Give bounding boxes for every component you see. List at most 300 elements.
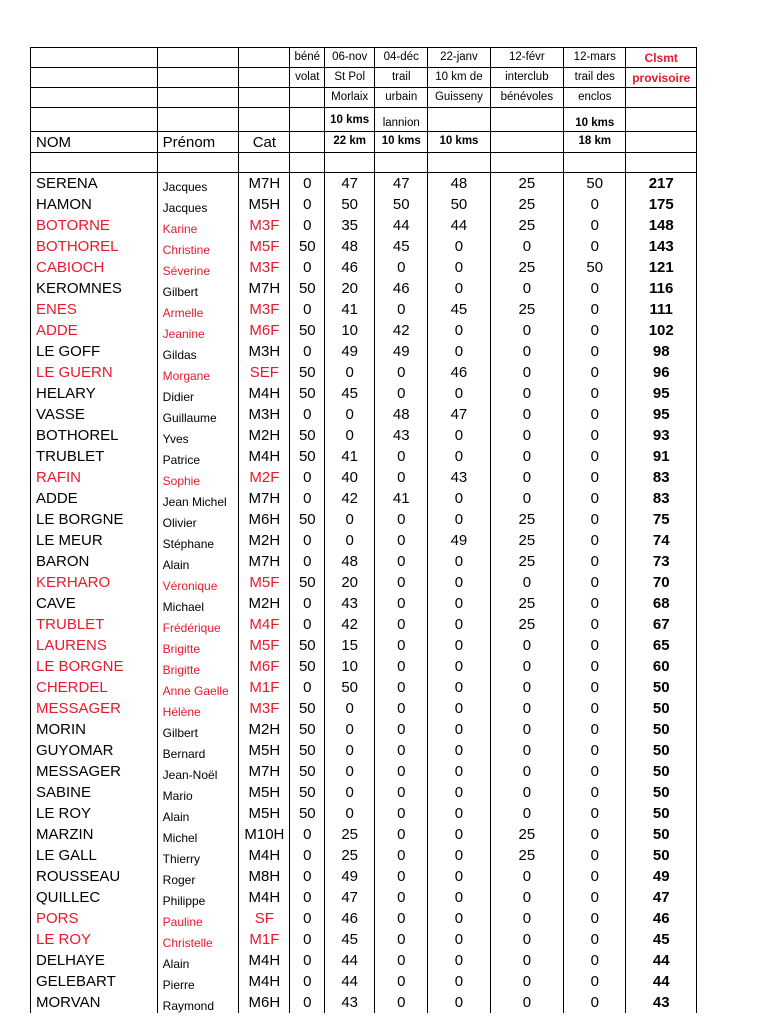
race-2-points: 0 <box>375 761 428 782</box>
spacer-cell <box>239 153 290 173</box>
total-points: 50 <box>626 698 697 719</box>
category: M7H <box>239 761 290 782</box>
race-5-points: 0 <box>564 362 626 383</box>
last-name: PORS <box>31 908 158 929</box>
spacer-cell <box>564 153 626 173</box>
race-4-points: 0 <box>490 866 564 887</box>
spacer-cell <box>428 153 490 173</box>
header-cell <box>290 108 325 132</box>
benevolat-points: 50 <box>290 740 325 761</box>
race-5-points: 0 <box>564 467 626 488</box>
last-name: VASSE <box>31 404 158 425</box>
benevolat-points: 50 <box>290 761 325 782</box>
race-5-points: 0 <box>564 278 626 299</box>
race-1-points: 43 <box>325 992 375 1013</box>
race-2-points: 50 <box>375 194 428 215</box>
race-4-points: 25 <box>490 509 564 530</box>
race-2-points: 0 <box>375 824 428 845</box>
last-name: CAVE <box>31 593 158 614</box>
table-row <box>31 194 697 215</box>
header-dist-3: 10 kms <box>428 132 490 153</box>
first-name: Christelle <box>157 929 239 950</box>
race-4-points: 25 <box>490 824 564 845</box>
last-name: LE GUERN <box>31 362 158 383</box>
race-4-points: 0 <box>490 236 564 257</box>
race-5-points: 0 <box>564 614 626 635</box>
race-5-points: 0 <box>564 551 626 572</box>
spacer-cell <box>626 153 697 173</box>
table-row <box>31 488 697 509</box>
benevolat-points: 50 <box>290 803 325 824</box>
total-points: 60 <box>626 656 697 677</box>
last-name: LE GALL <box>31 845 158 866</box>
header-race-1-place: Morlaix <box>325 88 375 108</box>
table-row <box>31 425 697 446</box>
race-3-points: 0 <box>428 887 490 908</box>
last-name: BOTHOREL <box>31 236 158 257</box>
category: M8H <box>239 866 290 887</box>
last-name: LE MEUR <box>31 530 158 551</box>
benevolat-points: 0 <box>290 971 325 992</box>
last-name: BOTHOREL <box>31 425 158 446</box>
race-1-points: 50 <box>325 194 375 215</box>
race-3-points: 0 <box>428 593 490 614</box>
benevolat-points: 50 <box>290 236 325 257</box>
race-3-points: 0 <box>428 320 490 341</box>
race-4-points: 0 <box>490 803 564 824</box>
race-1-points: 44 <box>325 950 375 971</box>
race-4-points: 0 <box>490 404 564 425</box>
race-2-points: 0 <box>375 908 428 929</box>
race-5-points: 0 <box>564 341 626 362</box>
table-row <box>31 866 697 887</box>
header-race-5-place: enclos <box>564 88 626 108</box>
race-1-points: 20 <box>325 278 375 299</box>
race-3-points: 46 <box>428 362 490 383</box>
race-3-points: 0 <box>428 908 490 929</box>
category: M1F <box>239 677 290 698</box>
category: M2H <box>239 425 290 446</box>
total-points: 121 <box>626 257 697 278</box>
table-row <box>31 845 697 866</box>
header-race-1-distance: 10 kms <box>325 108 375 132</box>
race-5-points: 0 <box>564 740 626 761</box>
race-2-points: 0 <box>375 677 428 698</box>
race-5-points: 0 <box>564 866 626 887</box>
table-row <box>31 404 697 425</box>
race-3-points: 47 <box>428 404 490 425</box>
race-2-points: 0 <box>375 362 428 383</box>
race-3-points: 0 <box>428 278 490 299</box>
race-1-points: 46 <box>325 257 375 278</box>
header-cell <box>626 132 697 153</box>
race-1-points: 35 <box>325 215 375 236</box>
race-5-points: 0 <box>564 698 626 719</box>
table-row <box>31 383 697 404</box>
header-ranking: provisoire <box>626 68 697 88</box>
spacer-cell <box>375 153 428 173</box>
race-1-points: 0 <box>325 698 375 719</box>
header-cell <box>31 88 158 108</box>
first-name: Michael <box>157 593 239 614</box>
header-dist-2: 10 kms <box>375 132 428 153</box>
category: M5F <box>239 635 290 656</box>
race-2-points: 0 <box>375 992 428 1013</box>
benevolat-points: 50 <box>290 656 325 677</box>
total-points: 65 <box>626 635 697 656</box>
table-row <box>31 656 697 677</box>
last-name: LE ROY <box>31 803 158 824</box>
table-row <box>31 677 697 698</box>
first-name: Frédérique <box>157 614 239 635</box>
race-3-points: 0 <box>428 257 490 278</box>
last-name: MESSAGER <box>31 761 158 782</box>
table-row <box>31 362 697 383</box>
total-points: 73 <box>626 551 697 572</box>
category: M5H <box>239 740 290 761</box>
table-row <box>31 236 697 257</box>
benevolat-points: 0 <box>290 593 325 614</box>
last-name: ENES <box>31 299 158 320</box>
race-5-points: 0 <box>564 677 626 698</box>
total-points: 93 <box>626 425 697 446</box>
race-2-points: 0 <box>375 509 428 530</box>
race-4-points: 0 <box>490 929 564 950</box>
race-2-points: 0 <box>375 572 428 593</box>
header-cell <box>239 68 290 88</box>
race-3-points: 0 <box>428 425 490 446</box>
benevolat-points: 50 <box>290 278 325 299</box>
race-5-points: 0 <box>564 572 626 593</box>
table-row <box>31 341 697 362</box>
race-3-points: 0 <box>428 509 490 530</box>
first-name: Jean Michel <box>157 488 239 509</box>
race-5-points: 0 <box>564 803 626 824</box>
race-4-points: 25 <box>490 614 564 635</box>
race-5-points: 0 <box>564 383 626 404</box>
total-points: 83 <box>626 488 697 509</box>
race-2-points: 49 <box>375 341 428 362</box>
benevolat-points: 50 <box>290 509 325 530</box>
total-points: 50 <box>626 677 697 698</box>
race-2-points: 0 <box>375 950 428 971</box>
benevolat-points: 0 <box>290 215 325 236</box>
race-3-points: 0 <box>428 488 490 509</box>
first-name: Gilbert <box>157 278 239 299</box>
race-5-points: 0 <box>564 488 626 509</box>
race-5-points: 0 <box>564 593 626 614</box>
category: M4H <box>239 887 290 908</box>
table-row <box>31 593 697 614</box>
header-cell <box>626 108 697 132</box>
header-race-2-place: urbain <box>375 88 428 108</box>
category: M4H <box>239 971 290 992</box>
benevolat-points: 0 <box>290 530 325 551</box>
category: SF <box>239 908 290 929</box>
race-4-points: 0 <box>490 740 564 761</box>
race-2-points: 41 <box>375 488 428 509</box>
race-4-points: 25 <box>490 299 564 320</box>
last-name: DELHAYE <box>31 950 158 971</box>
first-name: Christine <box>157 236 239 257</box>
first-name: Stéphane <box>157 530 239 551</box>
spacer-cell <box>325 153 375 173</box>
race-5-points: 0 <box>564 404 626 425</box>
header-race-2-place: lannion <box>375 108 428 132</box>
category: M6F <box>239 656 290 677</box>
table-row <box>31 992 697 1013</box>
benevolat-points: 0 <box>290 194 325 215</box>
category: M5F <box>239 236 290 257</box>
table-row <box>31 467 697 488</box>
race-1-points: 10 <box>325 320 375 341</box>
last-name: HAMON <box>31 194 158 215</box>
last-name: ADDE <box>31 488 158 509</box>
race-2-points: 0 <box>375 971 428 992</box>
race-1-points: 45 <box>325 383 375 404</box>
first-name: Hélène <box>157 698 239 719</box>
category: M3H <box>239 404 290 425</box>
race-3-points: 0 <box>428 971 490 992</box>
race-4-points: 25 <box>490 530 564 551</box>
race-4-points: 0 <box>490 992 564 1013</box>
total-points: 95 <box>626 383 697 404</box>
race-3-points: 49 <box>428 530 490 551</box>
first-name: Anne Gaelle <box>157 677 239 698</box>
first-name: Roger <box>157 866 239 887</box>
race-5-points: 0 <box>564 215 626 236</box>
spacer-cell <box>290 153 325 173</box>
last-name: BOTORNE <box>31 215 158 236</box>
last-name: HELARY <box>31 383 158 404</box>
total-points: 91 <box>626 446 697 467</box>
first-name: Pauline <box>157 908 239 929</box>
benevolat-points: 0 <box>290 614 325 635</box>
category: M2F <box>239 467 290 488</box>
category: M6F <box>239 320 290 341</box>
header-cell <box>290 88 325 108</box>
first-name: Alain <box>157 950 239 971</box>
total-points: 111 <box>626 299 697 320</box>
race-5-points: 0 <box>564 446 626 467</box>
total-points: 70 <box>626 572 697 593</box>
race-1-points: 20 <box>325 572 375 593</box>
first-name: Brigitte <box>157 635 239 656</box>
total-points: 45 <box>626 929 697 950</box>
last-name: ADDE <box>31 320 158 341</box>
header-benevolat: béné <box>290 48 325 68</box>
total-points: 68 <box>626 593 697 614</box>
race-1-points: 47 <box>325 887 375 908</box>
last-name: LE ROY <box>31 929 158 950</box>
race-2-points: 42 <box>375 320 428 341</box>
table-row <box>31 971 697 992</box>
header-cell <box>490 108 564 132</box>
total-points: 116 <box>626 278 697 299</box>
race-4-points: 0 <box>490 719 564 740</box>
first-name: Thierry <box>157 845 239 866</box>
total-points: 44 <box>626 971 697 992</box>
race-4-points: 25 <box>490 551 564 572</box>
table-row <box>31 299 697 320</box>
first-name: Bernard <box>157 740 239 761</box>
last-name: LAURENS <box>31 635 158 656</box>
header-dist-1: 22 km <box>325 132 375 153</box>
race-4-points: 25 <box>490 215 564 236</box>
race-3-points: 0 <box>428 572 490 593</box>
table-row <box>31 824 697 845</box>
benevolat-points: 0 <box>290 908 325 929</box>
race-1-points: 45 <box>325 929 375 950</box>
race-2-points: 45 <box>375 236 428 257</box>
race-5-points: 0 <box>564 194 626 215</box>
race-2-points: 0 <box>375 614 428 635</box>
race-2-points: 44 <box>375 215 428 236</box>
race-3-points: 0 <box>428 656 490 677</box>
race-1-points: 49 <box>325 866 375 887</box>
first-name: Didier <box>157 383 239 404</box>
category: SEF <box>239 362 290 383</box>
benevolat-points: 50 <box>290 635 325 656</box>
race-5-points: 0 <box>564 929 626 950</box>
race-3-points: 0 <box>428 824 490 845</box>
total-points: 47 <box>626 887 697 908</box>
race-4-points: 0 <box>490 635 564 656</box>
category: M7H <box>239 173 290 195</box>
total-points: 50 <box>626 719 697 740</box>
table-row <box>31 719 697 740</box>
header-cell <box>31 108 158 132</box>
race-4-points: 0 <box>490 320 564 341</box>
race-1-points: 0 <box>325 740 375 761</box>
header-cell <box>157 108 239 132</box>
category: M6H <box>239 992 290 1013</box>
race-1-points: 48 <box>325 236 375 257</box>
race-4-points: 25 <box>490 257 564 278</box>
last-name: MORVAN <box>31 992 158 1013</box>
race-5-points: 0 <box>564 887 626 908</box>
race-2-points: 0 <box>375 635 428 656</box>
category: M6H <box>239 509 290 530</box>
header-row-3 <box>31 88 697 108</box>
race-1-points: 0 <box>325 782 375 803</box>
first-name: Philippe <box>157 887 239 908</box>
race-1-points: 43 <box>325 593 375 614</box>
race-4-points: 0 <box>490 341 564 362</box>
total-points: 217 <box>626 173 697 195</box>
race-3-points: 0 <box>428 551 490 572</box>
benevolat-points: 0 <box>290 929 325 950</box>
first-name: Séverine <box>157 257 239 278</box>
race-4-points: 25 <box>490 194 564 215</box>
category: M3F <box>239 215 290 236</box>
race-1-points: 41 <box>325 299 375 320</box>
race-1-points: 0 <box>325 362 375 383</box>
first-name: Jacques <box>157 173 239 195</box>
total-points: 75 <box>626 509 697 530</box>
race-5-points: 0 <box>564 971 626 992</box>
header-nom: NOM <box>31 132 158 153</box>
race-2-points: 46 <box>375 278 428 299</box>
first-name: Jacques <box>157 194 239 215</box>
table-row <box>31 572 697 593</box>
race-3-points: 0 <box>428 719 490 740</box>
benevolat-points: 50 <box>290 362 325 383</box>
race-3-points: 0 <box>428 446 490 467</box>
table-row <box>31 803 697 824</box>
header-cell <box>31 48 158 68</box>
first-name: Jeanine <box>157 320 239 341</box>
race-1-points: 46 <box>325 908 375 929</box>
race-5-points: 50 <box>564 173 626 195</box>
race-4-points: 0 <box>490 278 564 299</box>
benevolat-points: 0 <box>290 845 325 866</box>
benevolat-points: 50 <box>290 320 325 341</box>
category: M7H <box>239 551 290 572</box>
race-5-points: 0 <box>564 824 626 845</box>
first-name: Brigitte <box>157 656 239 677</box>
race-2-points: 0 <box>375 698 428 719</box>
race-2-points: 43 <box>375 425 428 446</box>
last-name: MARZIN <box>31 824 158 845</box>
header-race-2-name: trail <box>375 68 428 88</box>
race-1-points: 25 <box>325 824 375 845</box>
race-5-points: 0 <box>564 509 626 530</box>
race-1-points: 41 <box>325 446 375 467</box>
race-4-points: 0 <box>490 656 564 677</box>
race-3-points: 0 <box>428 866 490 887</box>
total-points: 67 <box>626 614 697 635</box>
table-row <box>31 446 697 467</box>
category: M7H <box>239 278 290 299</box>
race-1-points: 44 <box>325 971 375 992</box>
category: M2H <box>239 593 290 614</box>
last-name: TRUBLET <box>31 614 158 635</box>
table-row <box>31 761 697 782</box>
table-row <box>31 551 697 572</box>
race-4-points: 0 <box>490 362 564 383</box>
header-cell <box>239 108 290 132</box>
race-2-points: 0 <box>375 740 428 761</box>
header-race-2-date: 04-déc <box>375 48 428 68</box>
benevolat-points: 0 <box>290 866 325 887</box>
race-1-points: 48 <box>325 551 375 572</box>
benevolat-points: 0 <box>290 887 325 908</box>
header-cell <box>157 48 239 68</box>
category: M3F <box>239 257 290 278</box>
race-3-points: 0 <box>428 761 490 782</box>
header-race-3-place: Guisseny <box>428 88 490 108</box>
spacer-row <box>31 153 697 173</box>
benevolat-points: 50 <box>290 446 325 467</box>
spacer-cell <box>31 153 158 173</box>
header-prenom: Prénom <box>157 132 239 153</box>
race-3-points: 50 <box>428 194 490 215</box>
race-4-points: 0 <box>490 908 564 929</box>
race-3-points: 44 <box>428 215 490 236</box>
race-2-points: 0 <box>375 719 428 740</box>
table-row <box>31 782 697 803</box>
first-name: Pierre <box>157 971 239 992</box>
header-race-1-date: 06-nov <box>325 48 375 68</box>
header-row-5 <box>31 132 697 153</box>
header-dist-5: 18 km <box>564 132 626 153</box>
race-2-points: 0 <box>375 593 428 614</box>
race-2-points: 0 <box>375 887 428 908</box>
total-points: 50 <box>626 782 697 803</box>
last-name: ROUSSEAU <box>31 866 158 887</box>
race-5-points: 0 <box>564 782 626 803</box>
